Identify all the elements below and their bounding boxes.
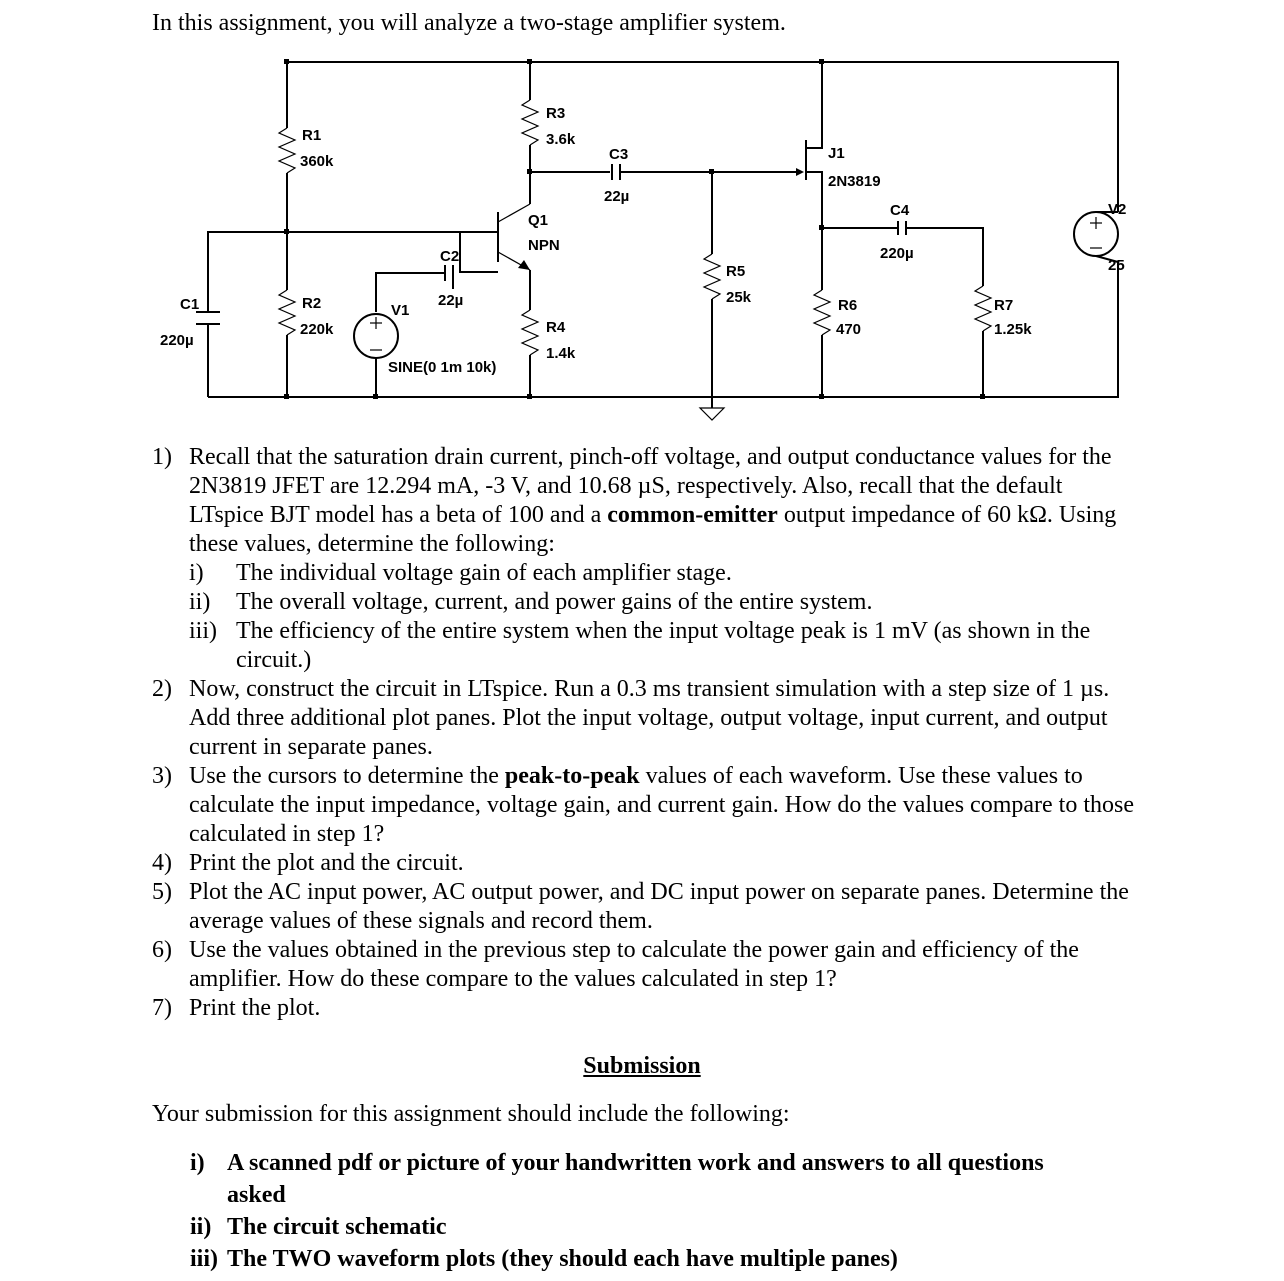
c4-label: C4 bbox=[890, 202, 910, 219]
r6-label: R6 bbox=[838, 297, 858, 314]
question-4-text: Print the plot and the circuit. bbox=[189, 850, 464, 876]
question-2 bbox=[152, 675, 1142, 762]
question-1 bbox=[152, 443, 1142, 675]
r3-value: 3.6k bbox=[546, 131, 576, 148]
question-number: 3) bbox=[152, 763, 172, 789]
r2-label: R2 bbox=[302, 295, 322, 312]
question-1-part-i: i) The individual voltage gain of each amplifier stage. bbox=[189, 560, 732, 586]
c1-label: C1 bbox=[180, 296, 200, 313]
j1-type: 2N3819 bbox=[828, 173, 881, 190]
question-7 bbox=[152, 994, 1142, 1023]
r6-symbol bbox=[814, 290, 830, 335]
question-number: 1) bbox=[152, 444, 172, 470]
r1-symbol bbox=[279, 128, 295, 173]
v1-value: SINE(0 1m 10k) bbox=[388, 359, 497, 376]
emphasis-common-emitter: common-emitter bbox=[607, 502, 778, 528]
r2-value: 220k bbox=[300, 321, 334, 338]
question-6 bbox=[152, 936, 1142, 994]
q1-type: NPN bbox=[528, 237, 560, 254]
r3-symbol bbox=[522, 100, 538, 145]
question-4 bbox=[152, 849, 1142, 878]
c3-label: C3 bbox=[609, 146, 629, 163]
question-5 bbox=[152, 878, 1142, 936]
submission-item: ii) The circuit schematic bbox=[190, 1214, 447, 1240]
c4-value: 220µ bbox=[880, 245, 914, 262]
c2-label: C2 bbox=[440, 248, 460, 265]
question-number: 2) bbox=[152, 676, 172, 702]
question-number: 7) bbox=[152, 995, 172, 1021]
submission-heading: Submission bbox=[583, 1053, 701, 1079]
intro-text: In this assignment, you will analyze a two-stage amplifier system. bbox=[152, 10, 786, 36]
v2-label: V2 bbox=[1108, 201, 1127, 218]
question-number: 4) bbox=[152, 850, 172, 876]
q1-label: Q1 bbox=[528, 212, 549, 229]
question-6-text: Use the values obtained in the previous step to calculate the power gain and efficiency of the amplifier. How do these compare to the values calculated in step 1? bbox=[189, 937, 1079, 992]
submission-list bbox=[190, 1147, 1100, 1275]
r7-value: 1.25k bbox=[994, 321, 1032, 338]
r6-value: 470 bbox=[836, 321, 862, 338]
c2-value: 22µ bbox=[438, 292, 464, 309]
r4-symbol bbox=[522, 310, 538, 355]
r4-value: 1.4k bbox=[546, 345, 576, 362]
c1-loop-wire bbox=[208, 232, 287, 312]
question-1-text: Recall that the saturation drain current, pinch-off voltage, and output conductance values for the 2N3819 JFET are 12.294 mA, -3 V, and 10.68 µS, respectively. Also, recall that the default LTspice BJT model has a beta of 100 and a common-emitter output impedance of 60 kΩ. Using these values, determine the following: bbox=[189, 444, 1117, 557]
question-3 bbox=[152, 762, 1142, 849]
v1-label: V1 bbox=[391, 302, 410, 319]
question-1-part-ii: ii) The overall voltage, current, and power gains of the entire system. bbox=[189, 589, 873, 615]
r7-label: R7 bbox=[994, 297, 1014, 314]
c3-value: 22µ bbox=[604, 188, 630, 205]
submission-item: i) A scanned pdf or picture of your handwritten work and answers to all questions asked bbox=[190, 1150, 1044, 1208]
question-number: 5) bbox=[152, 879, 172, 905]
r3-label: R3 bbox=[546, 105, 566, 122]
question-3-text: Use the cursors to determine the peak-to-peak values of each waveform. Use these values to calculate the input impedance, voltage gain, and current gain. How do the values compare to those calculated in step 1? bbox=[189, 763, 1134, 847]
c1-value: 220µ bbox=[160, 332, 194, 349]
ground-symbol bbox=[700, 408, 724, 420]
bottom-rail-wire bbox=[208, 262, 1118, 397]
v2-value: 25 bbox=[1108, 257, 1125, 274]
r2-symbol bbox=[279, 290, 295, 335]
r1-value: 360k bbox=[300, 153, 334, 170]
question-number: 6) bbox=[152, 937, 172, 963]
r4-label: R4 bbox=[546, 319, 566, 336]
emphasis-peak-to-peak: peak-to-peak bbox=[504, 763, 640, 789]
submission-item: iii) The TWO waveform plots (they should each have multiple panes) bbox=[190, 1246, 898, 1272]
r7-symbol bbox=[975, 286, 991, 331]
r1-label: R1 bbox=[302, 127, 322, 144]
question-2-text: Now, construct the circuit in LTspice. Run a 0.3 ms transient simulation with a step size of 1 µs. Add three additional plot panes. Plot the input voltage, output voltage, input current, and output current in separate panes. bbox=[189, 676, 1110, 760]
top-rail-wire bbox=[287, 62, 1118, 212]
submission-intro: Your submission for this assignment should include the following: bbox=[152, 1101, 790, 1127]
r5-symbol bbox=[704, 254, 720, 299]
j1-label: J1 bbox=[828, 145, 845, 162]
question-list bbox=[152, 443, 1142, 1023]
circuit-schematic bbox=[0, 0, 1284, 430]
question-5-text: Plot the AC input power, AC output power, and DC input power on separate panes. Determine the average values of these signals and record them. bbox=[189, 879, 1129, 934]
question-1-part-iii: iii) The efficiency of the entire system when the input voltage peak is 1 mV (as shown in the circuit.) bbox=[189, 618, 1091, 673]
question-7-text: Print the plot. bbox=[189, 995, 321, 1021]
base-wire bbox=[287, 232, 498, 272]
r5-label: R5 bbox=[726, 263, 746, 280]
r5-value: 25k bbox=[726, 289, 752, 306]
